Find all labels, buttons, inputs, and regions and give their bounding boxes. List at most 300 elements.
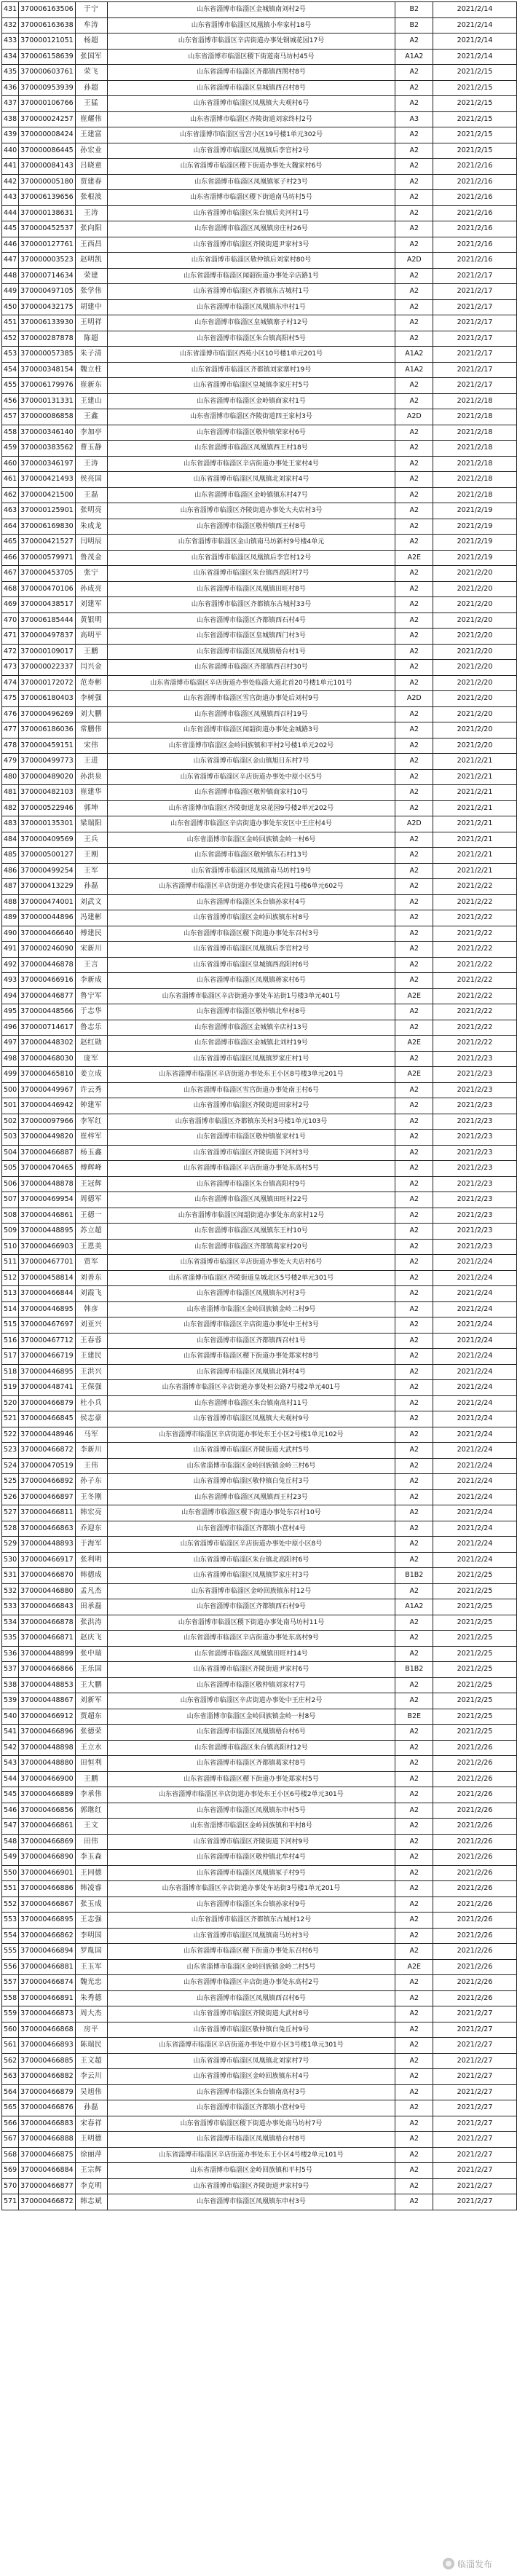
address-cell: 山东省淄博市临淄区齐陵街道皇城北区5号楼2单元301号 [107,1270,395,1286]
file-number-cell: 370006169830 [19,519,76,535]
driver-name-cell: 刘霞飞 [75,1286,107,1302]
address-cell: 山东省淄博市临淄区齐陵街道大武村5号 [107,1443,395,1459]
license-class-cell: A2 [395,1349,433,1365]
driver-name-cell: 张宁 [75,566,107,582]
address-cell: 山东省淄博市临淄区齐陵街道尹家村6号 [107,1662,395,1678]
license-class-cell: A2 [395,1725,433,1741]
license-class-cell: A2 [395,1411,433,1427]
date-cell: 2021/2/26 [433,1990,517,2006]
file-number-cell: 370000470106 [19,581,76,597]
row-number-cell: 453 [2,347,19,363]
table-row [2,1427,517,1443]
address-cell: 山东省淄博市临淄区齐都镇东古城村1号 [107,284,395,300]
table-row [2,487,517,503]
row-number-cell: 436 [2,80,19,96]
table-row [2,1662,517,1678]
file-number-cell: 370000482103 [19,785,76,801]
address-cell: 山东省淄博市临淄区齐陵街道下河村3号 [107,1145,395,1161]
row-number-cell: 464 [2,519,19,535]
address-cell: 山东省淄博市临淄区辛店街道办事处东王小区2号楼1单元102号 [107,1427,395,1443]
date-cell: 2021/2/18 [433,409,517,425]
driver-name-cell: 李加亭 [75,425,107,441]
driver-name-cell: 于志华 [75,1004,107,1020]
file-number-cell: 370000448853 [19,1677,76,1693]
table-row [2,550,517,566]
row-number-cell: 556 [2,1959,19,1975]
address-cell: 山东省淄博市临淄区凤凰镇北刘家村7号 [107,2053,395,2069]
driver-name-cell: 李云川 [75,2069,107,2085]
driver-name-cell: 苏立超 [75,1224,107,1240]
row-number-cell: 536 [2,1646,19,1662]
date-cell: 2021/2/26 [433,1975,517,1991]
address-cell: 山东省淄博市临淄区金岭镇商家村1号 [107,393,395,409]
table-row [2,926,517,942]
file-number-cell: 370000465810 [19,1067,76,1083]
date-cell: 2021/2/24 [433,1270,517,1286]
driver-name-cell: 荣飞 [75,65,107,81]
driver-name-cell: 王涛 [75,205,107,221]
file-number-cell: 370000466640 [19,926,76,942]
driver-name-cell: 田伟 [75,1834,107,1850]
driver-name-cell: 张明亮 [75,503,107,519]
file-number-cell: 370000466871 [19,1631,76,1647]
address-cell: 山东省淄博市临淄区辛店街道办事处桓公路7号楼2单元401号 [107,1380,395,1396]
address-cell: 山东省淄博市临淄区齐陵街道刘家终村2号 [107,111,395,127]
row-number-cell: 480 [2,769,19,785]
driver-name-cell: 王恩美 [75,1239,107,1255]
license-class-cell: A2 [395,800,433,816]
date-cell: 2021/2/21 [433,769,517,785]
table-row [2,894,517,910]
address-cell: 山东省淄博市临淄区朱台镇孙家村9号 [107,1896,395,1913]
license-class-cell: A2 [395,1944,433,1960]
driver-name-cell: 王玉军 [75,1959,107,1975]
file-number-cell: 370000446861 [19,1208,76,1224]
file-number-cell: 370000497837 [19,629,76,645]
date-cell: 2021/2/14 [433,49,517,65]
driver-name-cell: 王刚 [75,848,107,864]
driver-name-cell: 李明国 [75,1928,107,1944]
driver-name-cell: 韩彦 [75,1301,107,1317]
license-class-cell: A2 [395,472,433,488]
driver-name-cell: 王明祥 [75,315,107,331]
row-number-cell: 448 [2,268,19,284]
license-class-cell: A2 [395,1161,433,1177]
row-number-cell: 532 [2,1583,19,1599]
address-cell: 山东省淄博市临淄区辛店街道办事处东王小区6号楼2单元301号 [107,1787,395,1803]
file-number-cell: 370000466901 [19,1865,76,1881]
date-cell: 2021/2/21 [433,816,517,832]
table-row [2,1067,517,1083]
table-row [2,1552,517,1568]
row-number-cell: 498 [2,1051,19,1067]
row-number-cell: 454 [2,362,19,378]
date-cell: 2021/2/19 [433,550,517,566]
license-class-cell: A2D [395,691,433,707]
date-cell: 2021/2/20 [433,722,517,738]
driver-name-cell: 王言 [75,957,107,973]
row-number-cell: 510 [2,1239,19,1255]
driver-name-cell: 王保强 [75,1380,107,1396]
date-cell: 2021/2/16 [433,190,517,206]
file-number-cell: 370006158639 [19,49,76,65]
license-class-cell: A2 [395,1301,433,1317]
driver-name-cell: 孙磊 [75,879,107,895]
row-number-cell: 443 [2,190,19,206]
row-number-cell: 472 [2,644,19,660]
table-row [2,111,517,127]
license-class-cell: A2 [395,2038,433,2054]
license-class-cell: A2 [395,1208,433,1224]
file-number-cell: 370000421493 [19,472,76,488]
address-cell: 山东省淄博市临淄区雪宫街道办事处后刘村9号 [107,691,395,707]
license-class-cell: A2 [395,910,433,926]
driver-name-cell: 冯建彬 [75,910,107,926]
date-cell: 2021/2/27 [433,2100,517,2116]
address-cell: 山东省淄博市临淄区金山镇南马坊新村9号楼4单元 [107,535,395,551]
date-cell: 2021/2/24 [433,1286,517,1302]
license-class-cell: A2 [395,1975,433,1991]
date-cell: 2021/2/25 [433,1693,517,1709]
address-cell: 山东省淄博市临淄区凤凰镇西王村23号 [107,1489,395,1505]
table-row [2,315,517,331]
date-cell: 2021/2/23 [433,1051,517,1067]
file-number-cell: 370000453705 [19,566,76,582]
table-row [2,1803,517,1819]
license-class-cell: A2 [395,441,433,457]
row-number-cell: 512 [2,1270,19,1286]
file-number-cell: 370000466861 [19,1819,76,1835]
row-number-cell: 566 [2,2116,19,2132]
date-cell: 2021/2/25 [433,1709,517,1725]
table-row [2,2116,517,2132]
table-row [2,1208,517,1224]
date-cell: 2021/2/23 [433,1192,517,1208]
date-cell: 2021/2/23 [433,1082,517,1098]
table-row [2,96,517,112]
row-number-cell: 506 [2,1176,19,1192]
license-class-cell: A2 [395,34,433,50]
license-class-cell: A2 [395,2053,433,2069]
address-cell: 山东省淄博市临淄区朱台镇高阳村9号 [107,1176,395,1192]
driver-name-cell: 李军红 [75,1114,107,1130]
license-class-cell: A2D [395,816,433,832]
table-row [2,754,517,770]
file-number-cell: 370000448893 [19,1537,76,1553]
date-cell: 2021/2/26 [433,1834,517,1850]
license-class-cell: A2 [395,1990,433,2006]
address-cell: 山东省淄博市临淄区凤凰镇房庄村26号 [107,221,395,237]
table-row [2,1834,517,1850]
license-class-cell: A2 [395,894,433,910]
driver-name-cell: 牟涛 [75,17,107,34]
address-cell: 山东省淄博市临淄区朱台镇高阳村5号 [107,331,395,347]
table-row [2,1082,517,1098]
license-class-cell: A2 [395,1489,433,1505]
address-cell: 山东省淄博市临淄区凤凰镇小牟家村18号 [107,17,395,34]
driver-name-cell: 田恒利 [75,1756,107,1772]
row-number-cell: 491 [2,942,19,958]
date-cell: 2021/2/21 [433,832,517,848]
file-number-cell: 370006163506 [19,2,76,18]
driver-name-cell: 王冠辉 [75,1176,107,1192]
address-cell: 山东省淄博市临淄区凤凰镇冢子村23号 [107,174,395,190]
date-cell: 2021/2/19 [433,519,517,535]
address-cell: 山东省淄博市临淄区稷下街道南马坊村45号 [107,49,395,65]
license-class-cell: A2 [395,973,433,989]
address-cell: 山东省淄博市临淄区稷下街道办事处郑家村8号 [107,1349,395,1365]
address-cell: 山东省淄博市临淄区金岭回族镇东村8号 [107,910,395,926]
table-row [2,1959,517,1975]
date-cell: 2021/2/27 [433,2116,517,2132]
table-row [2,1176,517,1192]
date-cell: 2021/2/26 [433,1771,517,1787]
row-number-cell: 534 [2,1615,19,1631]
file-number-cell: 370000466879 [19,1395,76,1411]
date-cell: 2021/2/20 [433,581,517,597]
license-class-cell: A2 [395,237,433,253]
driver-name-cell: 王建富 [75,127,107,143]
date-cell: 2021/2/20 [433,566,517,582]
license-class-cell: A2 [395,456,433,472]
license-class-cell: A2E [395,1036,433,1052]
driver-name-cell: 许云秀 [75,1082,107,1098]
table-row [2,1740,517,1756]
date-cell: 2021/2/24 [433,1474,517,1490]
row-number-cell: 457 [2,409,19,425]
driver-name-cell: 王春蓉 [75,1333,107,1349]
license-class-cell: A2 [395,1145,433,1161]
license-class-cell: A2 [395,1521,433,1537]
file-number-cell: 370000466863 [19,1521,76,1537]
date-cell: 2021/2/26 [433,1881,517,1897]
address-cell: 山东省淄博市临淄区辛店街道办事处钢城花园17号 [107,34,395,50]
address-cell: 山东省淄博市临淄区齐都镇东古城村33号 [107,597,395,613]
address-cell: 山东省淄博市临淄区凤凰镇梧台村1号 [107,644,395,660]
table-row [2,1286,517,1302]
row-number-cell: 473 [2,660,19,676]
address-cell: 山东省淄博市临淄区凤凰镇田旺村14号 [107,1646,395,1662]
license-class-cell: A2 [395,2069,433,2085]
driver-name-cell: 李树强 [75,691,107,707]
table-row [2,1537,517,1553]
file-number-cell: 370000448741 [19,1380,76,1396]
row-number-cell: 551 [2,1881,19,1897]
date-cell: 2021/2/20 [433,629,517,645]
file-number-cell: 370006180403 [19,691,76,707]
date-cell: 2021/2/24 [433,1552,517,1568]
date-cell: 2021/2/24 [433,1458,517,1474]
row-number-cell: 458 [2,425,19,441]
file-number-cell: 370000469954 [19,1192,76,1208]
license-class-cell: A2 [395,769,433,785]
file-number-cell: 370000446942 [19,1098,76,1114]
address-cell: 山东省淄博市临淄区凤凰镇东申村5号 [107,1803,395,1819]
date-cell: 2021/2/27 [433,2147,517,2163]
file-number-cell: 370000127761 [19,237,76,253]
address-cell: 山东省淄博市临淄区凤凰镇罗家庄村3号 [107,1568,395,1584]
address-cell: 山东省淄博市临淄区金岭回族镇和平村2号楼1单元202号 [107,738,395,754]
row-number-cell: 555 [2,1944,19,1960]
driver-name-cell: 崔耀伟 [75,111,107,127]
date-cell: 2021/2/15 [433,143,517,159]
license-class-cell: A2 [395,1756,433,1772]
table-row [2,1395,517,1411]
address-cell: 山东省淄博市临淄区凤凰镇北刘家村4号 [107,472,395,488]
driver-name-cell: 张洪涛 [75,1615,107,1631]
driver-name-cell: 王文 [75,1819,107,1835]
driver-name-cell: 李玉森 [75,1850,107,1866]
file-number-cell: 370000466917 [19,1552,76,1568]
file-number-cell: 370000246090 [19,942,76,958]
driver-name-cell: 曹玉静 [75,441,107,457]
address-cell: 山东省淄博市临淄区凤凰镇蒋家村6号 [107,973,395,989]
file-number-cell: 370006163638 [19,17,76,34]
table-row [2,49,517,65]
table-row [2,2084,517,2100]
license-class-cell: B1B2 [395,1662,433,1678]
file-number-cell: 370000448566 [19,1004,76,1020]
row-number-cell: 432 [2,17,19,34]
date-cell: 2021/2/24 [433,1395,517,1411]
date-cell: 2021/2/27 [433,2194,517,2210]
driver-name-cell: 崔新东 [75,378,107,394]
row-number-cell: 570 [2,2178,19,2194]
date-cell: 2021/2/15 [433,65,517,81]
license-class-cell: A2 [395,2147,433,2163]
driver-name-cell: 王同德 [75,1865,107,1881]
address-cell: 山东省淄博市临淄区齐陵街道尹家村9号 [107,2178,395,2194]
file-number-cell: 370006139656 [19,190,76,206]
table-row [2,1505,517,1521]
driver-name-cell: 周大杰 [75,2006,107,2022]
row-number-cell: 563 [2,2069,19,2085]
license-class-cell: A2 [395,581,433,597]
license-class-cell: A2 [395,1693,433,1709]
file-number-cell: 370000466872 [19,2194,76,2210]
date-cell: 2021/2/25 [433,1599,517,1615]
table-row [2,237,517,253]
row-number-cell: 497 [2,1036,19,1052]
license-class-cell: A2 [395,299,433,315]
file-number-cell: 370000953939 [19,80,76,96]
driver-name-cell: 王兵 [75,832,107,848]
table-row [2,613,517,629]
date-cell: 2021/2/16 [433,253,517,269]
table-row [2,127,517,143]
driver-name-cell: 刘善东 [75,1270,107,1286]
license-class-cell: A2 [395,190,433,206]
file-number-cell: 370000466877 [19,2178,76,2194]
date-cell: 2021/2/26 [433,1740,517,1756]
row-number-cell: 552 [2,1896,19,1913]
address-cell: 山东省淄博市临淄区金城镇南刘村2号 [107,2,395,18]
address-cell: 山东省淄博市临淄区凤凰镇梧台村6号 [107,1725,395,1741]
row-number-cell: 447 [2,253,19,269]
driver-name-cell: 朱成龙 [75,519,107,535]
row-number-cell: 433 [2,34,19,50]
driver-name-cell: 鲁宁军 [75,988,107,1004]
file-number-cell: 370000466876 [19,2100,76,2116]
row-number-cell: 437 [2,96,19,112]
address-cell: 山东省淄博市临淄区稷下街道办事处东召村3号 [107,926,395,942]
file-number-cell: 370000449967 [19,1082,76,1098]
date-cell: 2021/2/27 [433,2053,517,2069]
driver-name-cell: 朱子清 [75,347,107,363]
table-row [2,1301,517,1317]
date-cell: 2021/2/27 [433,2022,517,2038]
driver-name-cell: 李承伟 [75,1787,107,1803]
table-row [2,441,517,457]
file-number-cell: 370000714617 [19,1020,76,1036]
address-cell: 山东省淄博市临淄区齐陵街道办事处大夫店村3号 [107,503,395,519]
license-class-cell: A2 [395,1255,433,1271]
row-number-cell: 560 [2,2022,19,2038]
row-number-cell: 515 [2,1317,19,1334]
driver-name-cell: 王进 [75,754,107,770]
address-cell: 山东省淄博市临淄区辛店街道办事处临淄大道北首20号楼1单元101号 [107,675,395,691]
row-number-cell: 508 [2,1208,19,1224]
address-cell: 山东省淄博市临淄区雪宫街道办事处南王村6号 [107,1082,395,1098]
address-cell: 山东省淄博市临淄区朱台镇后夹河村1号 [107,205,395,221]
date-cell: 2021/2/18 [433,441,517,457]
driver-name-cell: 陈超 [75,331,107,347]
date-cell: 2021/2/14 [433,34,517,50]
date-cell: 2021/2/21 [433,800,517,816]
table-row [2,1161,517,1177]
table-row [2,1349,517,1365]
table-row [2,597,517,613]
address-cell: 山东省淄博市临淄区辛店街道办事处大夫店村6号 [107,1255,395,1271]
license-class-cell: A2 [395,1928,433,1944]
address-cell: 山东省淄博市临淄区金岭回族镇和平村8号 [107,1819,395,1835]
row-number-cell: 561 [2,2038,19,2054]
row-number-cell: 434 [2,49,19,65]
address-cell: 山东省淄博市临淄区敬仲镇北牟村8号 [107,1004,395,1020]
row-number-cell: 541 [2,1725,19,1741]
license-class-cell: A2 [395,879,433,895]
driver-name-cell: 张德荣 [75,1725,107,1741]
row-number-cell: 493 [2,973,19,989]
table-row [2,174,517,190]
file-number-cell: 370000499773 [19,754,76,770]
driver-name-cell: 于海军 [75,1537,107,1553]
file-number-cell: 370000466844 [19,1286,76,1302]
license-class-cell: A2 [395,80,433,96]
row-number-cell: 553 [2,1913,19,1929]
driver-name-cell: 王伟 [75,1458,107,1474]
file-number-cell: 370000459151 [19,738,76,754]
table-row [2,1850,517,1866]
file-number-cell: 370000458814 [19,1270,76,1286]
date-cell: 2021/2/26 [433,1913,517,1929]
row-number-cell: 478 [2,738,19,754]
row-number-cell: 549 [2,1850,19,1866]
license-class-cell: A2E [395,1067,433,1083]
driver-name-cell: 王建山 [75,393,107,409]
row-number-cell: 481 [2,785,19,801]
file-number-cell: 370000057385 [19,347,76,363]
row-number-cell: 528 [2,1521,19,1537]
license-class-cell: A2 [395,613,433,629]
date-cell: 2021/2/24 [433,1537,517,1553]
date-cell: 2021/2/14 [433,2,517,18]
driver-name-cell: 闫明辰 [75,535,107,551]
table-row [2,2178,517,2194]
address-cell: 山东省淄博市临淄区凤凰镇后李官村2号 [107,143,395,159]
driver-name-cell: 徐丽萍 [75,2147,107,2163]
row-number-cell: 542 [2,1740,19,1756]
